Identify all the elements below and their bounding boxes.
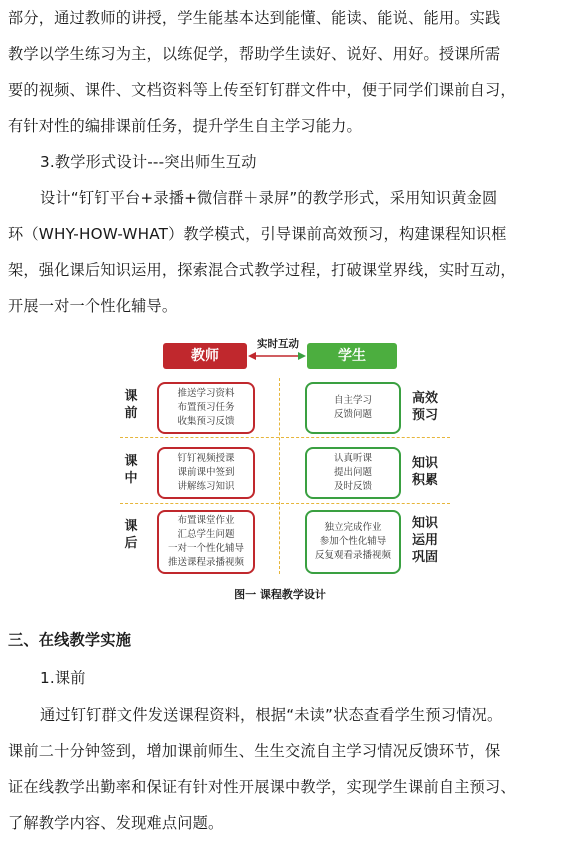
box-item: 自主学习 bbox=[333, 395, 372, 406]
box-item: 反复观看录播视频 bbox=[314, 550, 391, 561]
box-item: 参加个性化辅导 bbox=[319, 536, 387, 547]
student-box-during bbox=[305, 447, 401, 499]
box-item: 汇总学生问题 bbox=[177, 529, 235, 540]
student-box-after bbox=[305, 510, 401, 574]
paragraph-line: 了解教学内容、发现难点问题。 bbox=[8, 814, 224, 832]
teacher-box-during bbox=[157, 447, 255, 499]
outcome-label-preview: 高效 预习 bbox=[411, 391, 438, 423]
paragraph-line: 教学以学生练习为主，以练促学，帮助学生读好、说好、用好。授课所需 bbox=[8, 45, 501, 63]
box-item: 布置预习任务 bbox=[177, 402, 235, 413]
outcome-label-apply: 知识 运用 巩固 bbox=[411, 516, 438, 565]
box-item: 推送学习资料 bbox=[177, 388, 235, 399]
paragraph-line: 要的视频、课件、文档资料等上传至钉钉群文件中，便于同学们课前自习， bbox=[8, 81, 516, 99]
stage-label-after: 课 后 bbox=[124, 519, 138, 551]
subheading-before-class: 1.课前 bbox=[40, 669, 86, 687]
paragraph-line: 部分，通过教师的讲授，学生能基本达到能懂、能读、能说、能用。实践 bbox=[8, 9, 501, 27]
paragraph-line: 架，强化课后知识运用，探索混合式教学过程，打破课堂界线，实时互动， bbox=[8, 261, 516, 279]
box-item: 推送课程录播视频 bbox=[167, 557, 244, 568]
paragraph-line: 有针对性的编排课前任务，提升学生自主学习能力。 bbox=[8, 117, 362, 135]
student-header: 学生 bbox=[307, 343, 397, 369]
paragraph-line: 课前二十分钟签到，增加课前师生、生生交流自主学习情况反馈环节，保 bbox=[8, 742, 501, 760]
interaction-label: 实时互动 bbox=[257, 338, 299, 350]
paragraph-line: 开展一对一个性化辅导。 bbox=[8, 297, 178, 315]
teacher-box-before bbox=[157, 382, 255, 434]
stage-label-during: 课 中 bbox=[124, 454, 138, 486]
box-item: 布置课堂作业 bbox=[177, 515, 235, 526]
center-divider bbox=[279, 378, 280, 574]
paragraph-line: 环（WHY-HOW-WHAT）教学模式，引导课前高效预习，构建课程知识框 bbox=[8, 225, 507, 243]
figure-caption: 图一 课程教学设计 bbox=[234, 588, 326, 601]
box-item: 提出问题 bbox=[333, 467, 372, 478]
box-item: 收集预习反馈 bbox=[177, 416, 235, 427]
box-item: 一对一个性化辅导 bbox=[167, 543, 244, 554]
student-box-before bbox=[305, 382, 401, 434]
paragraph-line: 通过钉钉群文件发送课程资料，根据“未读”状态查看学生预习情况。 bbox=[40, 706, 503, 724]
divider-line bbox=[120, 503, 450, 504]
outcome-label-accumulate: 知识 积累 bbox=[411, 456, 438, 488]
teacher-box-after bbox=[157, 510, 255, 574]
paragraph-line: 证在线教学出勤率和保证有针对性开展课中教学，实现学生课前自主预习、 bbox=[8, 778, 516, 796]
section-heading: 三、在线教学实施 bbox=[8, 631, 132, 649]
subheading-teaching-form: 3.教学形式设计---突出师生互动 bbox=[40, 153, 257, 171]
box-item: 及时反馈 bbox=[333, 481, 372, 492]
divider-line bbox=[120, 437, 450, 438]
box-item: 钉钉视频授课 bbox=[177, 453, 235, 464]
box-item: 讲解练习知识 bbox=[177, 481, 235, 492]
box-item: 认真听课 bbox=[333, 453, 372, 464]
box-item: 独立完成作业 bbox=[324, 522, 382, 533]
box-item: 反馈问题 bbox=[333, 409, 372, 420]
box-item: 课前课中签到 bbox=[177, 467, 235, 478]
stage-label-before: 课 前 bbox=[124, 389, 138, 421]
paragraph-line: 设计“钉钉平台+录播+微信群＋录屏”的教学形式，采用知识黄金圆 bbox=[40, 189, 498, 207]
teacher-header: 教师 bbox=[163, 343, 247, 369]
